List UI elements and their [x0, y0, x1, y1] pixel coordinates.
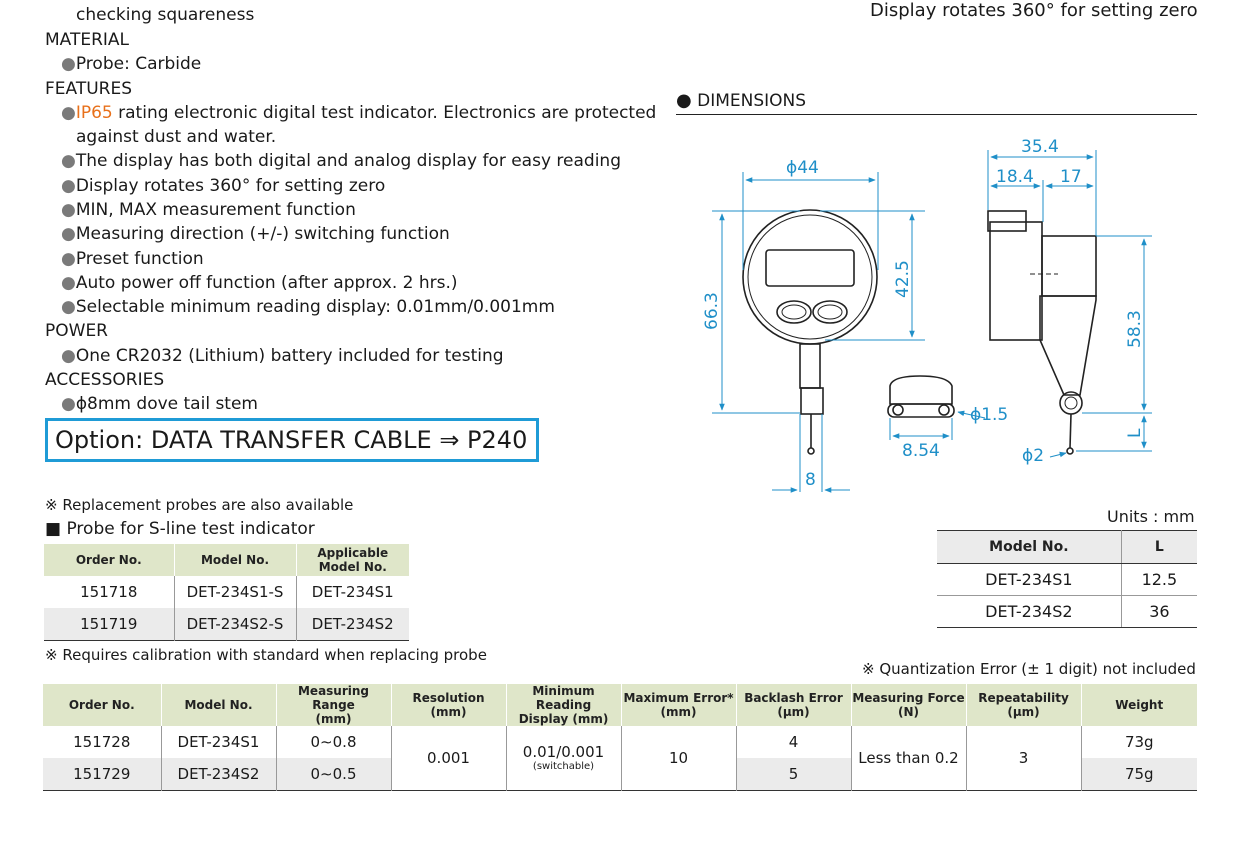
probe-table: [44, 544, 409, 641]
spec-header-order: Order No.: [43, 684, 161, 726]
table-cell: DET-234S2: [296, 608, 409, 640]
table-cell: 151729: [43, 758, 161, 790]
table-cell: DET-234S2-S: [174, 608, 296, 640]
spec-header-max-error: Maximum Error* (mm): [621, 684, 736, 726]
spec-header-model: Model No.: [161, 684, 276, 726]
table-cell: [506, 726, 621, 790]
table-cell: DET-234S1: [161, 726, 276, 758]
accessory-item-text: ϕ8mm dove tail stem: [75, 394, 258, 414]
spec-table: [43, 684, 1197, 791]
spec-continuation-text: checking squareness: [76, 5, 255, 25]
spec-header-range: Measuring Range (mm): [276, 684, 391, 726]
table-cell: DET-234S2: [161, 758, 276, 790]
table-cell: 0∼0.5: [276, 758, 391, 790]
feature-item-text: Preset function: [75, 249, 204, 269]
dim-label-8-54: 8.54: [902, 441, 940, 461]
feature-item-continuation: against dust and water.: [76, 127, 277, 147]
bullet-icon: ●: [61, 394, 76, 414]
dimensions-title-text: DIMENSIONS: [697, 91, 807, 111]
top-right-caption: Display rotates 360° for setting zero: [870, 0, 1198, 21]
feature-item-text: Selectable minimum reading display: 0.01mm/0.001mm: [75, 297, 555, 317]
table-cell: Less than 0.2: [851, 726, 966, 790]
spec-header-repeatability: Repeatability (μm): [966, 684, 1081, 726]
power-heading: POWER: [45, 321, 108, 341]
features-heading: FEATURES: [45, 79, 133, 99]
spec-header-force: Measuring Force (N): [851, 684, 966, 726]
dim-label-l: L: [1125, 428, 1145, 438]
feature-item-text: MIN, MAX measurement function: [75, 200, 356, 220]
stem-detail-view: [888, 376, 954, 417]
dim-label-42-5: 42.5: [893, 260, 913, 298]
dim-table-header: Model No.: [937, 531, 1121, 564]
bullet-icon: ●: [61, 273, 76, 293]
table-cell: 36: [1121, 596, 1197, 628]
spec-header-weight: Weight: [1081, 684, 1197, 726]
material-item-text: Probe: Carbide: [75, 54, 202, 74]
table-row: [43, 726, 1197, 758]
table-cell: 3: [966, 726, 1081, 790]
table-row: [937, 564, 1197, 596]
table-cell: DET-234S1-S: [174, 576, 296, 608]
bullet-icon: ●: [61, 224, 76, 244]
bullet-icon: ●: [61, 297, 76, 317]
table-cell: 5: [736, 758, 851, 790]
table-cell: 12.5: [1121, 564, 1197, 596]
dim-label-66-3: 66.3: [702, 292, 722, 330]
table-cell: 75g: [1081, 758, 1197, 790]
dim-label-58-3: 58.3: [1125, 310, 1145, 348]
table-cell: DET-234S1: [311, 583, 394, 601]
power-item-text: One CR2032 (Lithium) battery included for testing: [75, 346, 504, 366]
min-reading-value: 0.01/0.001: [522, 743, 605, 762]
quantization-note: ※ Quantization Error (± 1 digit) not included: [862, 660, 1196, 678]
dim-label-8: 8: [805, 470, 816, 490]
bullet-icon: ●: [61, 176, 76, 196]
table-row: [44, 576, 409, 608]
dim-label-phi44: ϕ44: [786, 158, 819, 178]
bullet-icon: ●: [61, 346, 76, 366]
dim-label-17: 17: [1060, 167, 1082, 187]
table-cell: 10: [621, 726, 736, 790]
accessories-heading: ACCESSORIES: [45, 370, 165, 390]
table-cell: 151719: [44, 608, 174, 640]
dim-table-header: L: [1121, 531, 1197, 564]
table-cell: 151728: [43, 726, 161, 758]
table-cell: 4: [736, 726, 851, 758]
replacement-note: ※ Replacement probes are also available: [45, 496, 354, 514]
table-cell: DET-234S2: [937, 596, 1121, 628]
probe-table-header: Model No.: [174, 544, 296, 576]
bullet-icon: ●: [61, 249, 76, 269]
min-reading-note: (switchable): [532, 761, 595, 773]
table-row: [44, 608, 409, 640]
bullet-icon: ●: [61, 151, 76, 171]
table-cell: 0∼0.8: [276, 726, 391, 758]
gauge-front-view: [743, 210, 877, 454]
bullet-icon: ●: [61, 54, 76, 74]
dim-label-18-4: 18.4: [996, 167, 1034, 187]
ip-rating-highlight: IP65: [75, 103, 113, 123]
calibration-footnote: ※ Requires calibration with standard when replacing probe: [45, 646, 487, 664]
feature-item-text: The display has both digital and analog display for easy reading: [75, 151, 621, 171]
probe-table-header: Order No.: [44, 544, 174, 576]
probe-section-title: [45, 519, 315, 539]
dim-label-35-4: 35.4: [1021, 137, 1059, 157]
dim-label-phi1-5: ϕ1.5: [970, 405, 1009, 425]
bullet-icon: ●: [61, 103, 76, 123]
filled-circle-icon: ●: [676, 90, 692, 111]
units-label: Units : mm: [1107, 507, 1195, 526]
material-heading: MATERIAL: [45, 30, 130, 50]
table-cell: 73g: [1124, 733, 1154, 751]
feature-item-text: rating electronic digital test indicator. Electronics are protected: [112, 103, 657, 123]
spec-header-backlash: Backlash Error (μm): [736, 684, 851, 726]
option-callout[interactable]: Option: DATA TRANSFER CABLE ⇒ P240: [45, 418, 539, 462]
table-cell: DET-234S1: [937, 564, 1121, 596]
dim-label-phi2: ϕ2: [1022, 446, 1045, 466]
dimension-table: [937, 530, 1197, 628]
spec-header-resolution: Resolution (mm): [391, 684, 506, 726]
filled-square-icon: ■: [45, 519, 62, 539]
feature-item-text: Display rotates 360° for setting zero: [75, 176, 386, 196]
probe-section-title-text: Probe for S-line test indicator: [66, 519, 315, 539]
table-cell: 151718: [44, 576, 174, 608]
feature-item-text: Auto power off function (after approx. 2 hrs.): [75, 273, 458, 293]
feature-item-text: Measuring direction (+/-) switching function: [75, 224, 450, 244]
table-row: [937, 596, 1197, 628]
table-cell: 0.001: [391, 726, 506, 790]
probe-table-header: Applicable Model No.: [296, 544, 409, 576]
bullet-icon: ●: [61, 200, 76, 220]
spec-header-min-reading: Minimum Reading Display (mm): [506, 684, 621, 726]
